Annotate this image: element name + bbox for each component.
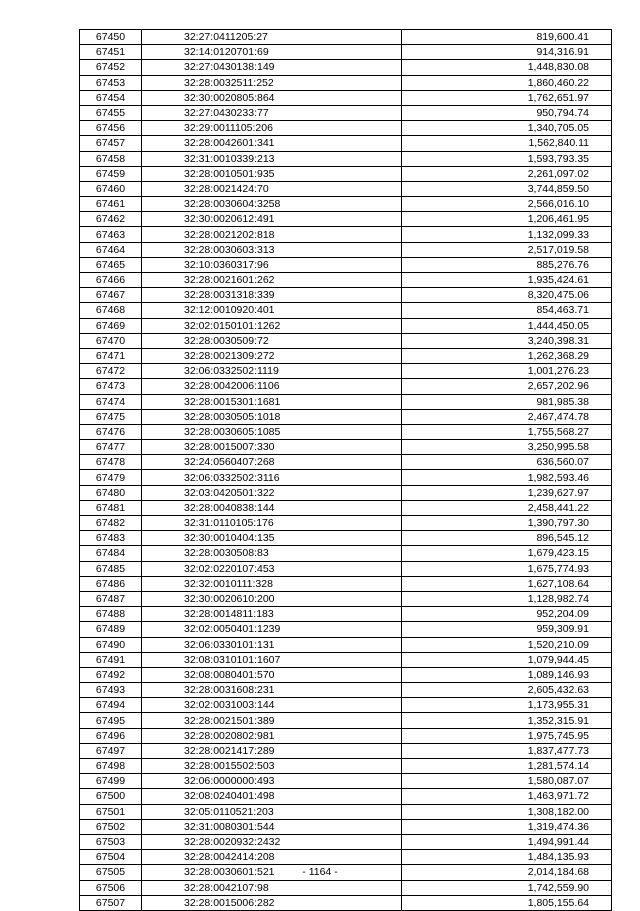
cadastral-value-cell: 1,762,651.97 <box>402 90 612 105</box>
cadastral-value-cell: 1,860,460.22 <box>402 75 612 90</box>
row-number-cell: 67453 <box>80 75 142 90</box>
cadastral-number-cell: 32:06:0332502:3116 <box>142 470 402 485</box>
cadastral-value-cell: 1,520,210.09 <box>402 637 612 652</box>
row-number-cell: 67486 <box>80 576 142 591</box>
cadastral-number-cell: 32:28:0020802:981 <box>142 728 402 743</box>
table-row <box>80 652 612 667</box>
row-number-cell: 67466 <box>80 273 142 288</box>
row-number-cell: 67481 <box>80 500 142 515</box>
cadastral-value-cell: 1,132,099.33 <box>402 227 612 242</box>
cadastral-number-cell: 32:03:0420501:322 <box>142 485 402 500</box>
row-number-cell: 67452 <box>80 60 142 75</box>
row-number-cell: 67474 <box>80 394 142 409</box>
row-number-cell: 67468 <box>80 303 142 318</box>
cadastral-number-cell: 32:28:0015006:282 <box>142 895 402 910</box>
table-row <box>80 105 612 120</box>
row-number-cell: 67493 <box>80 683 142 698</box>
row-number-cell: 67456 <box>80 121 142 136</box>
cadastral-number-cell: 32:28:0015502:503 <box>142 759 402 774</box>
table-row <box>80 379 612 394</box>
cadastral-value-cell: 2,566,016.10 <box>402 197 612 212</box>
cadastral-number-cell: 32:28:0030509:72 <box>142 333 402 348</box>
row-number-cell: 67487 <box>80 591 142 606</box>
table-row <box>80 60 612 75</box>
row-number-cell: 67475 <box>80 409 142 424</box>
cadastral-value-cell: 1,593,793.35 <box>402 151 612 166</box>
row-number-cell: 67491 <box>80 652 142 667</box>
cadastral-value-cell: 952,204.09 <box>402 607 612 622</box>
table-row <box>80 698 612 713</box>
table-row <box>80 667 612 682</box>
cadastral-value-cell: 1,128,982.74 <box>402 591 612 606</box>
cadastral-value-cell: 1,340,705.05 <box>402 121 612 136</box>
row-number-cell: 67490 <box>80 637 142 652</box>
row-number-cell: 67471 <box>80 348 142 363</box>
table-row <box>80 713 612 728</box>
table-row <box>80 318 612 333</box>
table-row <box>80 394 612 409</box>
row-number-cell: 67463 <box>80 227 142 242</box>
table-row <box>80 440 612 455</box>
cadastral-value-cell: 1,390,797.30 <box>402 516 612 531</box>
row-number-cell: 67494 <box>80 698 142 713</box>
row-number-cell: 67505 <box>80 865 142 880</box>
cadastral-value-cell: 3,250,995.58 <box>402 440 612 455</box>
row-number-cell: 67497 <box>80 743 142 758</box>
cadastral-number-cell: 32:28:0030505:1018 <box>142 409 402 424</box>
row-number-cell: 67479 <box>80 470 142 485</box>
table-row <box>80 75 612 90</box>
page-number: - 1164 - <box>302 866 338 878</box>
cadastral-number-cell: 32:28:0031318:339 <box>142 288 402 303</box>
row-number-cell: 67451 <box>80 45 142 60</box>
table-row <box>80 759 612 774</box>
cadastral-number-cell: 32:12:0010920:401 <box>142 303 402 318</box>
table-row <box>80 242 612 257</box>
row-number-cell: 67501 <box>80 804 142 819</box>
cadastral-number-cell: 32:28:0030601:521 <box>142 865 402 880</box>
row-number-cell: 67460 <box>80 181 142 196</box>
cadastral-number-cell: 32:30:0020612:491 <box>142 212 402 227</box>
row-number-cell: 67464 <box>80 242 142 257</box>
cadastral-number-cell: 32:28:0031608:231 <box>142 683 402 698</box>
cadastral-value-cell: 1,675,774.93 <box>402 561 612 576</box>
cadastral-number-cell: 32:10:0360317:96 <box>142 257 402 272</box>
row-number-cell: 67504 <box>80 850 142 865</box>
row-number-cell: 67458 <box>80 151 142 166</box>
cadastral-value-cell: 1,444,450.05 <box>402 318 612 333</box>
table-row <box>80 850 612 865</box>
cadastral-number-cell: 32:31:0110105:176 <box>142 516 402 531</box>
cadastral-number-cell: 32:28:0030604:3258 <box>142 197 402 212</box>
cadastral-value-cell: 3,240,398.31 <box>402 333 612 348</box>
cadastral-number-cell: 32:28:0042414:208 <box>142 850 402 865</box>
cadastral-value-cell: 1,805,155.64 <box>402 895 612 910</box>
cadastral-value-cell: 8,320,475.06 <box>402 288 612 303</box>
table-row <box>80 409 612 424</box>
cadastral-number-cell: 32:28:0010501:935 <box>142 166 402 181</box>
row-number-cell: 67470 <box>80 333 142 348</box>
row-number-cell: 67476 <box>80 424 142 439</box>
cadastral-value-cell: 1,679,423.15 <box>402 546 612 561</box>
cadastral-value-cell: 1,982,593.46 <box>402 470 612 485</box>
cadastral-number-cell: 32:28:0021501:389 <box>142 713 402 728</box>
row-number-cell: 67483 <box>80 531 142 546</box>
row-number-cell: 67498 <box>80 759 142 774</box>
table-row <box>80 500 612 515</box>
cadastral-value-cell: 914,316.91 <box>402 45 612 60</box>
row-number-cell: 67480 <box>80 485 142 500</box>
table-row <box>80 333 612 348</box>
cadastral-number-cell: 32:02:0150101:1262 <box>142 318 402 333</box>
table-row <box>80 531 612 546</box>
row-number-cell: 67485 <box>80 561 142 576</box>
cadastral-number-cell: 32:24:0560407:268 <box>142 455 402 470</box>
cadastral-value-cell: 819,600.41 <box>402 30 612 45</box>
cadastral-number-cell: 32:06:0000000:493 <box>142 774 402 789</box>
row-number-cell: 67484 <box>80 546 142 561</box>
row-number-cell: 67473 <box>80 379 142 394</box>
row-number-cell: 67499 <box>80 774 142 789</box>
cadastral-value-cell: 1,001,276.23 <box>402 364 612 379</box>
cadastral-number-cell: 32:02:0050401:1239 <box>142 622 402 637</box>
table-row <box>80 622 612 637</box>
table-row <box>80 683 612 698</box>
table-row <box>80 485 612 500</box>
cadastral-number-cell: 32:06:0332502:1119 <box>142 364 402 379</box>
table-row <box>80 181 612 196</box>
row-number-cell: 67503 <box>80 834 142 849</box>
cadastral-value-cell: 950,794.74 <box>402 105 612 120</box>
row-number-cell: 67459 <box>80 166 142 181</box>
cadastral-value-cell: 1,975,745.95 <box>402 728 612 743</box>
cadastral-number-cell: 32:08:0080401:570 <box>142 667 402 682</box>
cadastral-number-cell: 32:30:0020805:864 <box>142 90 402 105</box>
cadastral-number-cell: 32:32:0010111:328 <box>142 576 402 591</box>
table-row <box>80 166 612 181</box>
cadastral-number-cell: 32:08:0240401:498 <box>142 789 402 804</box>
cadastral-number-cell: 32:28:0021202:818 <box>142 227 402 242</box>
cadastral-value-cell: 1,562,840.11 <box>402 136 612 151</box>
cadastral-value-cell: 2,261,097.02 <box>402 166 612 181</box>
cadastral-number-cell: 32:27:0430233:77 <box>142 105 402 120</box>
table-row <box>80 804 612 819</box>
table-row <box>80 197 612 212</box>
table-row <box>80 546 612 561</box>
row-number-cell: 67489 <box>80 622 142 637</box>
cadastral-number-cell: 32:28:0021601:262 <box>142 273 402 288</box>
cadastral-number-cell: 32:28:0021417:289 <box>142 743 402 758</box>
cadastral-value-cell: 2,517,019.58 <box>402 242 612 257</box>
table-row <box>80 257 612 272</box>
cadastral-number-cell: 32:28:0032511:252 <box>142 75 402 90</box>
row-number-cell: 67482 <box>80 516 142 531</box>
cadastral-number-cell: 32:28:0015301:1681 <box>142 394 402 409</box>
table-row <box>80 819 612 834</box>
cadastral-value-cell: 1,319,474.36 <box>402 819 612 834</box>
cadastral-value-cell: 3,744,859.50 <box>402 181 612 196</box>
table-row <box>80 90 612 105</box>
row-number-cell: 67496 <box>80 728 142 743</box>
cadastral-value-cell: 885,276.76 <box>402 257 612 272</box>
cadastral-value-cell: 1,281,574.14 <box>402 759 612 774</box>
table-row <box>80 364 612 379</box>
cadastral-value-cell: 1,079,944.45 <box>402 652 612 667</box>
table-row <box>80 288 612 303</box>
table-row <box>80 789 612 804</box>
cadastral-value-cell: 1,494,991.44 <box>402 834 612 849</box>
cadastral-number-cell: 32:28:0020932:2432 <box>142 834 402 849</box>
cadastral-value-cell: 2,458,441.22 <box>402 500 612 515</box>
cadastral-number-cell: 32:28:0030508:83 <box>142 546 402 561</box>
cadastral-number-cell: 32:27:0411205:27 <box>142 30 402 45</box>
row-number-cell: 67502 <box>80 819 142 834</box>
table-row <box>80 470 612 485</box>
table-row <box>80 743 612 758</box>
cadastral-value-cell: 1,262,368.29 <box>402 348 612 363</box>
cadastral-number-cell: 32:28:0030603:313 <box>142 242 402 257</box>
cadastral-value-cell: 1,239,627.97 <box>402 485 612 500</box>
cadastral-value-cell: 1,627,108.64 <box>402 576 612 591</box>
row-number-cell: 67461 <box>80 197 142 212</box>
cadastral-value-cell: 1,580,087.07 <box>402 774 612 789</box>
row-number-cell: 67454 <box>80 90 142 105</box>
row-number-cell: 67467 <box>80 288 142 303</box>
cadastral-value-cell: 2,014,184.68 <box>402 865 612 880</box>
cadastral-number-cell: 32:08:0310101:1607 <box>142 652 402 667</box>
cadastral-value-cell: 1,206,461.95 <box>402 212 612 227</box>
row-number-cell: 67506 <box>80 880 142 895</box>
cadastral-value-cell: 1,484,135.93 <box>402 850 612 865</box>
cadastral-number-cell: 32:28:0021424:70 <box>142 181 402 196</box>
table-row <box>80 227 612 242</box>
cadastral-value-cell: 1,463,971.72 <box>402 789 612 804</box>
row-number-cell: 67495 <box>80 713 142 728</box>
cadastral-number-cell: 32:02:0031003:144 <box>142 698 402 713</box>
cadastral-value-cell: 1,755,568.27 <box>402 424 612 439</box>
row-number-cell: 67488 <box>80 607 142 622</box>
table-row <box>80 455 612 470</box>
cadastral-number-cell: 32:28:0021309:272 <box>142 348 402 363</box>
table-row <box>80 880 612 895</box>
cadastral-value-cell: 1,089,146.93 <box>402 667 612 682</box>
cadastral-number-cell: 32:30:0010404:135 <box>142 531 402 546</box>
cadastral-value-cell: 1,935,424.61 <box>402 273 612 288</box>
cadastral-number-cell: 32:31:0010339:213 <box>142 151 402 166</box>
table-row <box>80 30 612 45</box>
cadastral-value-cell: 1,837,477.73 <box>402 743 612 758</box>
cadastral-value-cell: 1,448,830.08 <box>402 60 612 75</box>
row-number-cell: 67492 <box>80 667 142 682</box>
table-row <box>80 348 612 363</box>
table-row <box>80 424 612 439</box>
table-row <box>80 136 612 151</box>
table-row <box>80 774 612 789</box>
cadastral-number-cell: 32:14:0120701:69 <box>142 45 402 60</box>
cadastral-value-cell: 1,352,315.91 <box>402 713 612 728</box>
cadastral-number-cell: 32:28:0042107:98 <box>142 880 402 895</box>
cadastral-number-cell: 32:28:0014811:183 <box>142 607 402 622</box>
cadastral-value-cell: 1,308,182.00 <box>402 804 612 819</box>
table-row <box>80 212 612 227</box>
cadastral-value-cell: 981,985.38 <box>402 394 612 409</box>
cadastral-value-cell: 636,560.07 <box>402 455 612 470</box>
table-row <box>80 591 612 606</box>
table-row <box>80 561 612 576</box>
cadastral-number-cell: 32:28:0042006:1106 <box>142 379 402 394</box>
cadastral-value-cell: 896,545.12 <box>402 531 612 546</box>
table-row <box>80 728 612 743</box>
cadastral-value-table <box>79 29 612 911</box>
cadastral-number-cell: 32:06:0330101:131 <box>142 637 402 652</box>
cadastral-value-cell: 1,173,955.31 <box>402 698 612 713</box>
cadastral-number-cell: 32:29:0011105:206 <box>142 121 402 136</box>
cadastral-value-cell: 2,605,432.63 <box>402 683 612 698</box>
cadastral-value-cell: 2,657,202.96 <box>402 379 612 394</box>
cadastral-value-cell: 2,467,474.78 <box>402 409 612 424</box>
row-number-cell: 67469 <box>80 318 142 333</box>
cadastral-number-cell: 32:28:0040838:144 <box>142 500 402 515</box>
table-row <box>80 151 612 166</box>
table-row <box>80 637 612 652</box>
row-number-cell: 67507 <box>80 895 142 910</box>
cadastral-number-cell: 32:28:0015007:330 <box>142 440 402 455</box>
table-row <box>80 121 612 136</box>
row-number-cell: 67465 <box>80 257 142 272</box>
row-number-cell: 67455 <box>80 105 142 120</box>
row-number-cell: 67478 <box>80 455 142 470</box>
table-row <box>80 45 612 60</box>
table-row <box>80 273 612 288</box>
table-body <box>80 30 612 911</box>
table-row <box>80 576 612 591</box>
cadastral-number-cell: 32:30:0020610:200 <box>142 591 402 606</box>
table-row <box>80 834 612 849</box>
row-number-cell: 67457 <box>80 136 142 151</box>
row-number-cell: 67500 <box>80 789 142 804</box>
table-row <box>80 895 612 910</box>
cadastral-number-cell: 32:28:0030605:1085 <box>142 424 402 439</box>
cadastral-number-cell: 32:02:0220107:453 <box>142 561 402 576</box>
cadastral-value-cell: 854,463.71 <box>402 303 612 318</box>
row-number-cell: 67462 <box>80 212 142 227</box>
table-row <box>80 607 612 622</box>
cadastral-number-cell: 32:31:0080301:544 <box>142 819 402 834</box>
cadastral-number-cell: 32:28:0042601:341 <box>142 136 402 151</box>
cadastral-value-cell: 1,742,559.90 <box>402 880 612 895</box>
cadastral-number-cell: 32:27:0430138:149 <box>142 60 402 75</box>
cadastral-value-cell: 959,309.91 <box>402 622 612 637</box>
table-row <box>80 516 612 531</box>
table-row <box>80 303 612 318</box>
row-number-cell: 67450 <box>80 30 142 45</box>
row-number-cell: 67477 <box>80 440 142 455</box>
row-number-cell: 67472 <box>80 364 142 379</box>
cadastral-number-cell: 32:05:0110521:203 <box>142 804 402 819</box>
